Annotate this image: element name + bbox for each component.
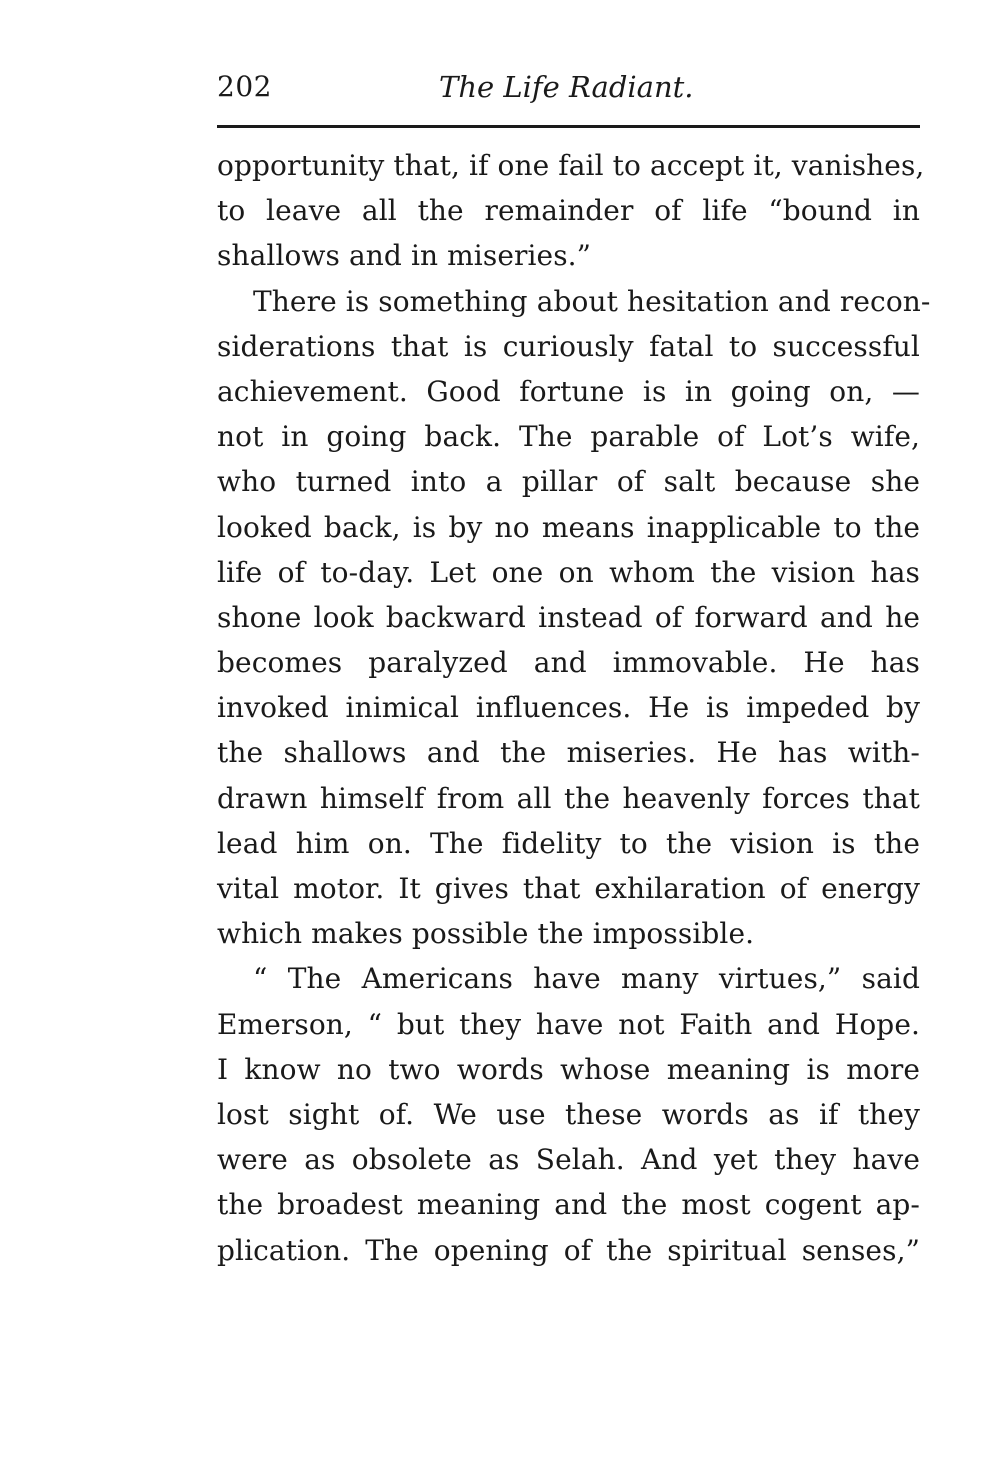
text-line: who turned into a pillar of salt because she <box>217 465 920 499</box>
text-line: opportunity that, if one fail to accept it, vanishes, <box>217 149 925 182</box>
text-line: achievement. Good fortune is in going on, — <box>217 374 920 408</box>
page-header <box>217 62 920 112</box>
text-line: were as obsolete as Selah. And yet they have <box>217 1143 920 1177</box>
text-line: There is something about hesitation and recon- <box>253 284 931 318</box>
text-line: vital motor. It gives that exhilaration of energy <box>217 872 920 905</box>
text-line: lead him on. The fidelity to the vision is the <box>217 826 920 860</box>
text-line: life of to-day. Let one on whom the vision has <box>217 555 920 589</box>
body-text <box>217 143 931 1273</box>
running-title: The Life Radiant. <box>439 70 694 104</box>
text-line: the shallows and the miseries. He has with- <box>217 736 920 770</box>
header-rule <box>217 125 920 128</box>
text-line: lost sight of. We use these words as if they <box>217 1097 920 1131</box>
text-line: to leave all the remainder of life “bound in <box>217 194 920 228</box>
text-line: Emerson, “ but they have not Faith and Hope. <box>217 1007 920 1041</box>
text-line: siderations that is curiously fatal to successful <box>217 329 920 363</box>
text-line: shone look backward instead of forward and he <box>217 600 920 634</box>
text-line: not in going back. The parable of Lot’s wife, <box>217 420 920 454</box>
text-line: “ The Americans have many virtues,” said <box>253 962 920 996</box>
text-line: the broadest meaning and the most cogent ap- <box>217 1188 920 1222</box>
text-line: becomes paralyzed and immovable. He has <box>217 646 920 680</box>
text-line: shallows and in miseries.” <box>217 239 592 273</box>
text-line: which makes possible the impossible. <box>217 917 755 951</box>
text-line: I know no two words whose meaning is more <box>217 1052 920 1086</box>
text-line: looked back, is by no means inapplicable to the <box>217 510 920 544</box>
text-line: drawn himself from all the heavenly forces that <box>217 781 920 815</box>
text-line: invoked inimical influences. He is impeded by <box>217 691 920 725</box>
page-number: 202 <box>217 70 272 103</box>
text-line: plication. The opening of the spiritual senses,” <box>217 1233 920 1267</box>
